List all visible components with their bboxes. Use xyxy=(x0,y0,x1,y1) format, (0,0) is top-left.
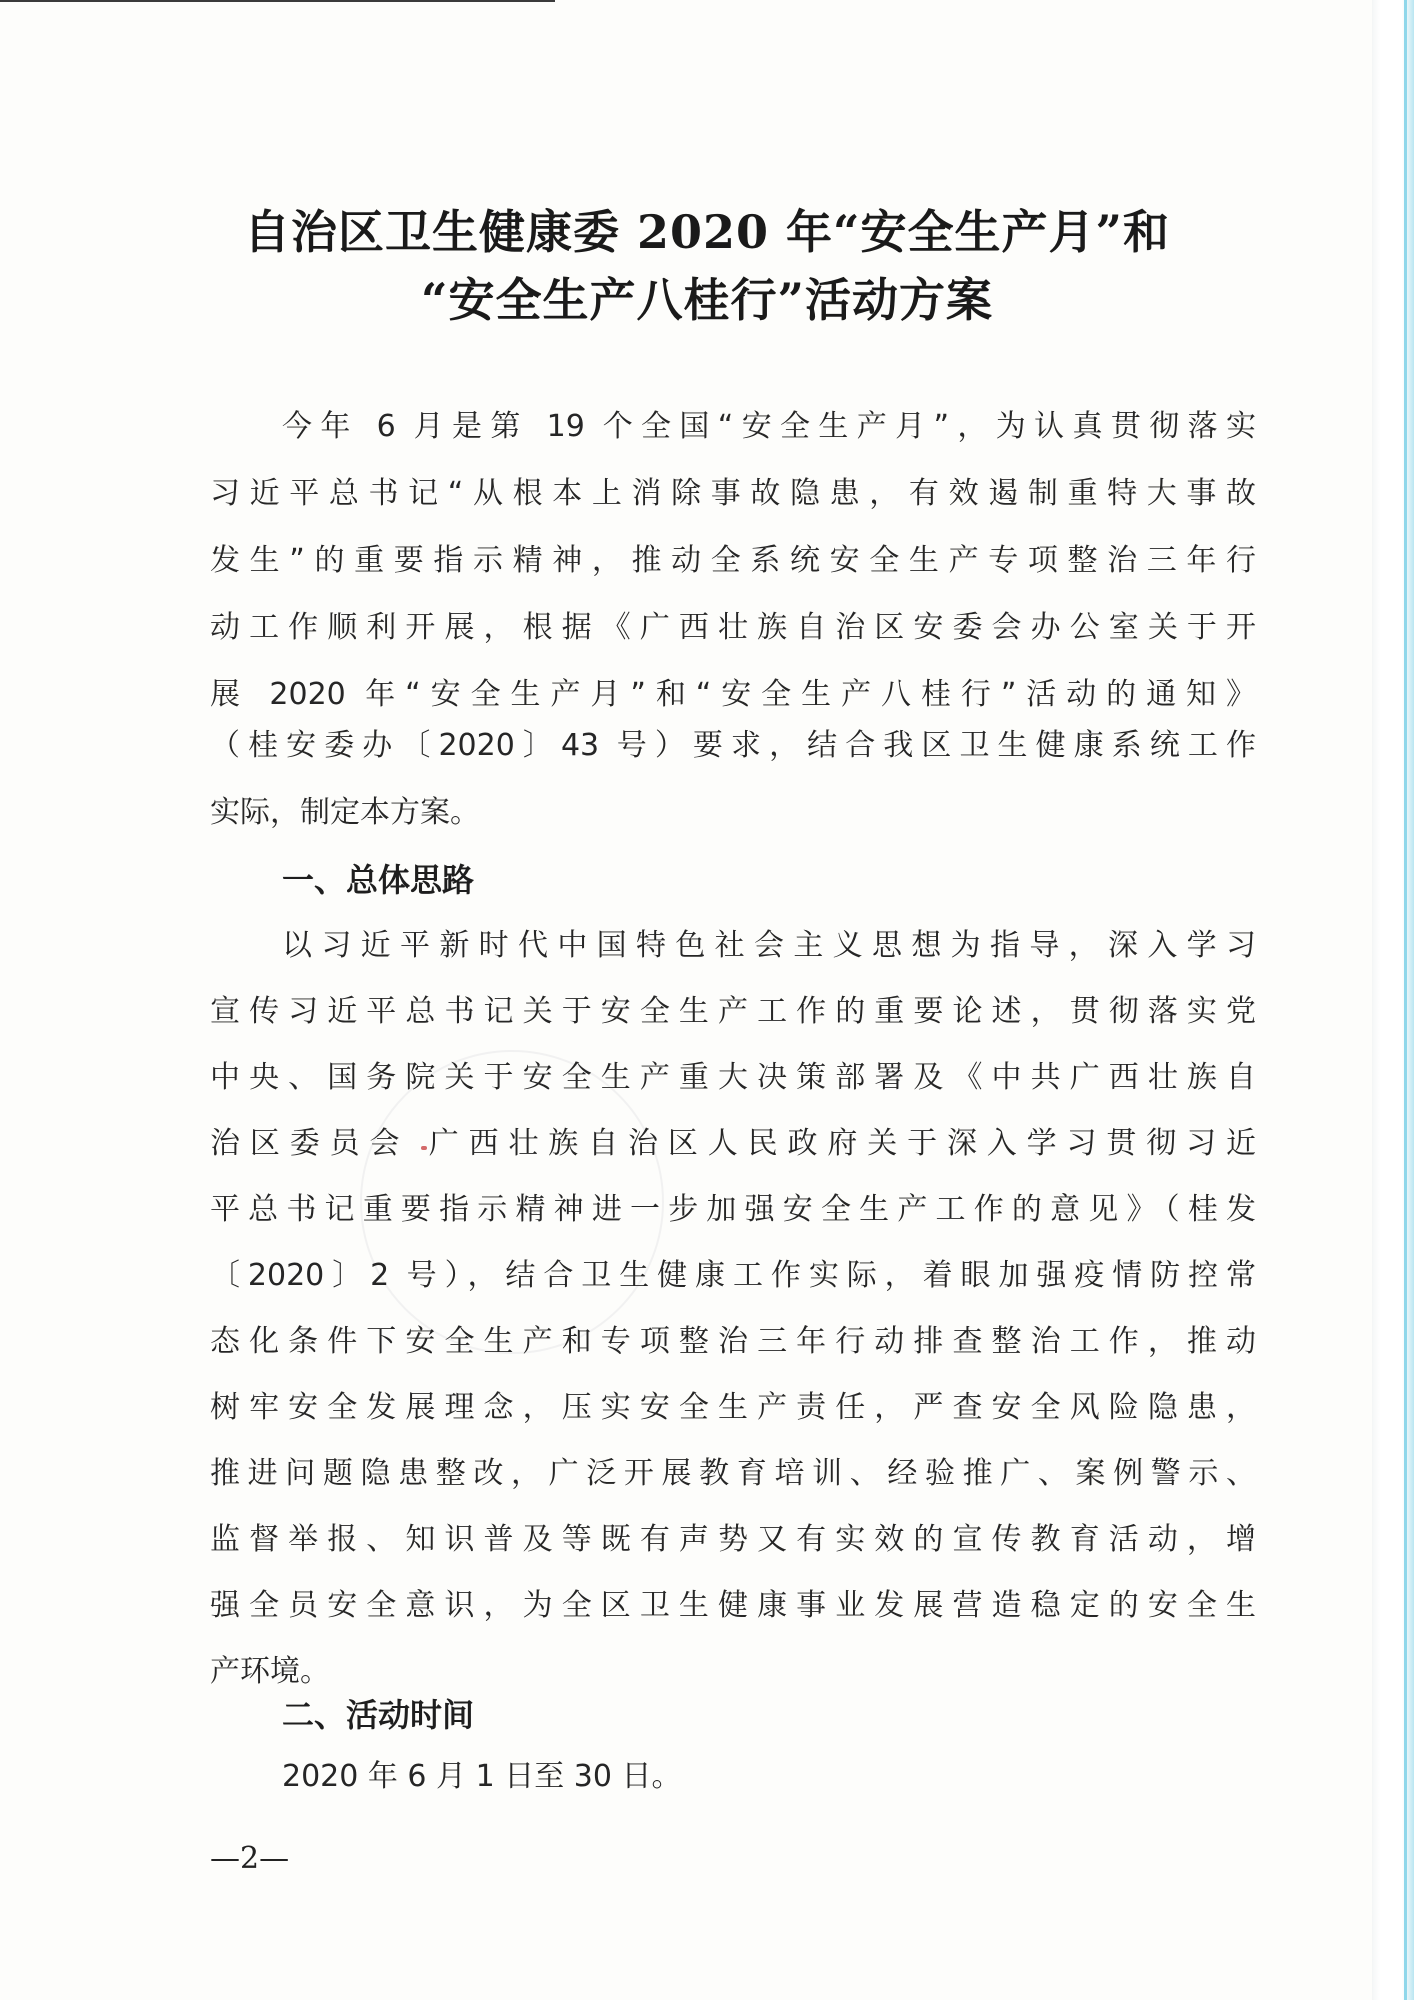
section1-line: 产环境。 xyxy=(210,1654,330,1689)
intro-line: 发生”的重要指示精神，推动全系统安全生产专项整治三年行 xyxy=(210,543,1256,578)
scan-edge xyxy=(1372,0,1414,2000)
intro-line: 实际，制定本方案。 xyxy=(210,795,480,830)
section-heading-1: 一、总体思路 xyxy=(282,861,475,899)
section-heading-2: 二、活动时间 xyxy=(282,1696,475,1734)
section1-line: 宣传习近平总书记关于安全生产工作的重要论述，贯彻落实党 xyxy=(210,994,1256,1029)
top-rule xyxy=(0,0,555,2)
section1-line: 监督举报、知识普及等既有声势又有实效的宣传教育活动，增 xyxy=(210,1522,1256,1557)
title-line-2: “安全生产八桂行”活动方案 xyxy=(421,273,993,327)
title-line-1: 自治区卫生健康委 2020 年“安全生产月”和 xyxy=(244,205,1170,259)
section1-line: 推进问题隐患整改，广泛开展教育培训、经验推广、案例警示、 xyxy=(210,1456,1256,1491)
section1-line: 平总书记重要指示精神进一步加强安全生产工作的意见》（桂发 xyxy=(210,1192,1256,1227)
scan-edge-line xyxy=(1404,0,1407,2000)
section1-line: 树牢安全发展理念，压实安全生产责任，严查安全风险隐患， xyxy=(210,1390,1256,1425)
section1-line: 以习近平新时代中国特色社会主义思想为指导，深入学习 xyxy=(282,928,1256,963)
page-number: —2— xyxy=(210,1841,290,1876)
intro-line: 今年 6 月是第 19 个全国“安全生产月”，为认真贯彻落实 xyxy=(282,409,1256,444)
intro-line: 动工作顺利开展，根据《广西壮族自治区安委会办公室关于开 xyxy=(210,610,1256,645)
intro-line: （桂安委办〔2020〕43 号）要求，结合我区卫生健康系统工作 xyxy=(210,728,1256,763)
intro-line: 习近平总书记“从根本上消除事故隐患，有效遏制重特大事故 xyxy=(210,476,1256,511)
intro-line: 展 2020 年“安全生产月”和“安全生产八桂行”活动的通知》 xyxy=(210,677,1256,712)
section1-line: 治区委员会 广西壮族自治区人民政府关于深入学习贯彻习近 xyxy=(210,1126,1256,1161)
section1-line: 中央、国务院关于安全生产重大决策部署及《中共广西壮族自 xyxy=(210,1060,1256,1095)
section1-line: 强全员安全意识，为全区卫生健康事业发展营造稳定的安全生 xyxy=(210,1588,1256,1623)
section1-line: 〔2020〕2 号），结合卫生健康工作实际，着眼加强疫情防控常 xyxy=(210,1258,1256,1293)
section2-text: 2020 年 6 月 1 日至 30 日。 xyxy=(282,1759,682,1794)
section1-line: 态化条件下安全生产和专项整治三年行动排查整治工作，推动 xyxy=(210,1324,1256,1359)
